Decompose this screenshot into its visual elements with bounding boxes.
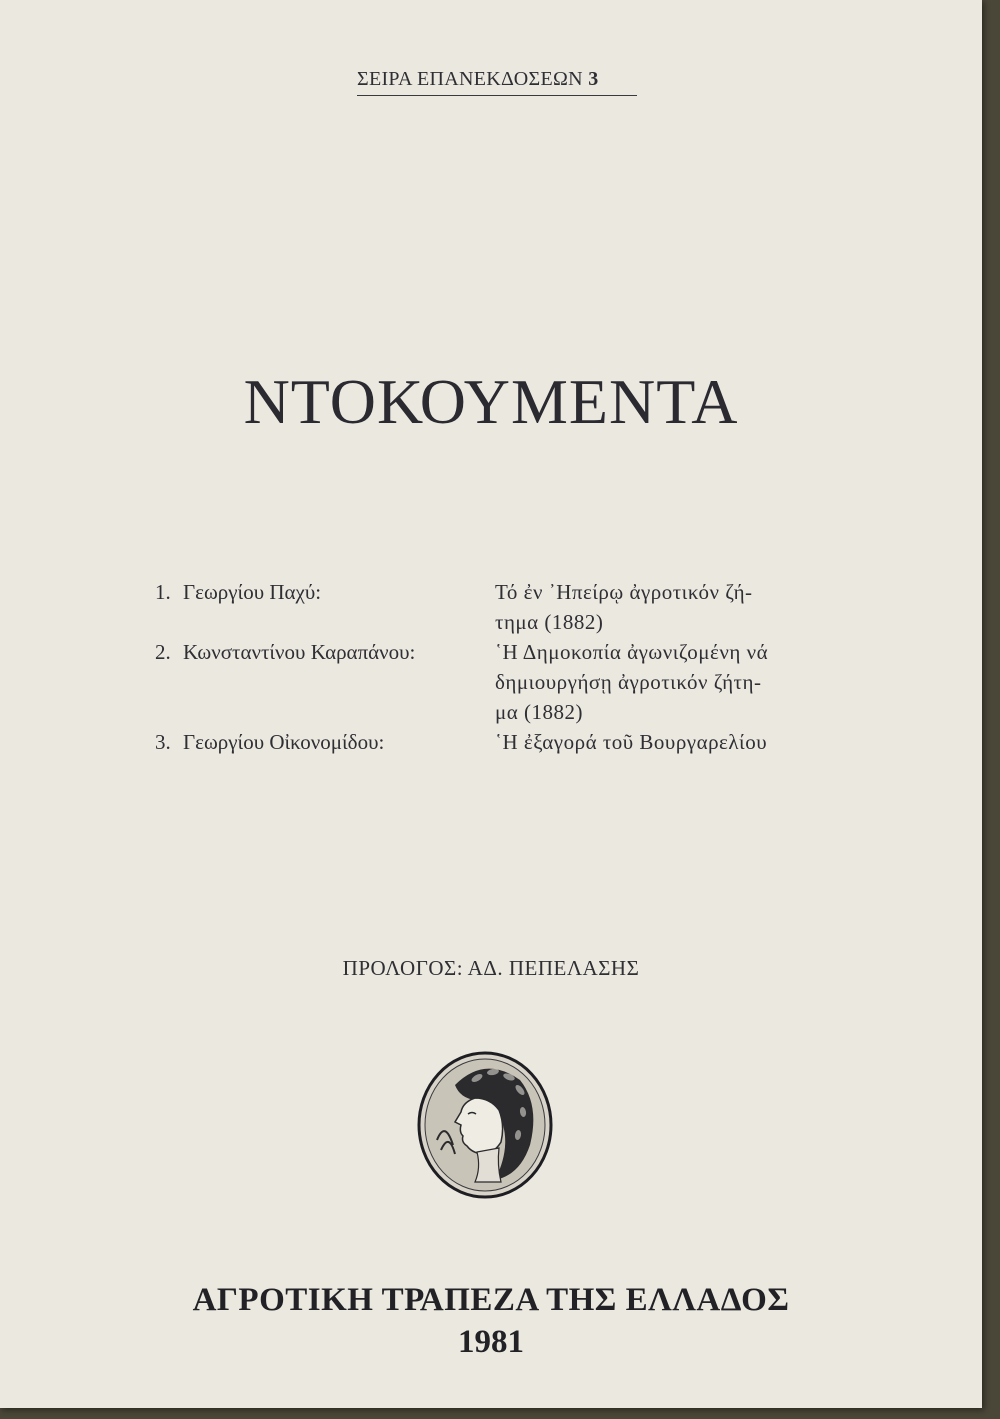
series-heading: [357, 68, 637, 96]
item-work-line: μα (1882): [495, 700, 583, 724]
item-work-line: ῾Η Δημοκοπία ἀγωνιζομένη νά: [495, 640, 769, 664]
series-number: 3: [588, 68, 599, 90]
item-work-line: δημιουργήσῃ ἀγροτικόν ζήτη-: [495, 670, 762, 694]
item-author: Γεωργίου Παχύ:: [183, 580, 322, 604]
item-number: 2.: [155, 640, 171, 664]
publisher-name: ΑΓΡΟΤΙΚΗ ΤΡΑΠΕΖΑ ΤΗΣ ΕΛΛΑΔΟΣ: [192, 1282, 790, 1318]
prologue-credit: ΠΡΟΛΟΓΟΣ: ΑΔ. ΠΕΠΕΛΑΣΗΣ: [342, 956, 640, 980]
series-label: ΣΕΙΡΑ ΕΠΑΝΕΚΔΟΣΕΩΝ: [357, 68, 583, 90]
coin-emblem-icon: [415, 1050, 555, 1200]
item-number: 1.: [155, 580, 171, 604]
publication-year: 1981: [458, 1324, 524, 1360]
book-title: ΝΤΟΚΟΥΜΕΝΤΑ: [243, 366, 739, 437]
item-number: 3.: [155, 730, 171, 754]
item-work-line: Τό ἐν ᾿Ηπείρῳ ἀγροτικόν ζή-: [495, 580, 753, 604]
item-author: Γεωργίου Οἰκονομίδου:: [183, 730, 385, 754]
item-work-line: ῾Η ἐξαγορά τοῦ Βουργαρελίου: [495, 730, 768, 754]
item-work-line: τημα (1882): [495, 610, 604, 634]
item-author: Κωνσταντίνου Καραπάνου:: [183, 640, 416, 664]
